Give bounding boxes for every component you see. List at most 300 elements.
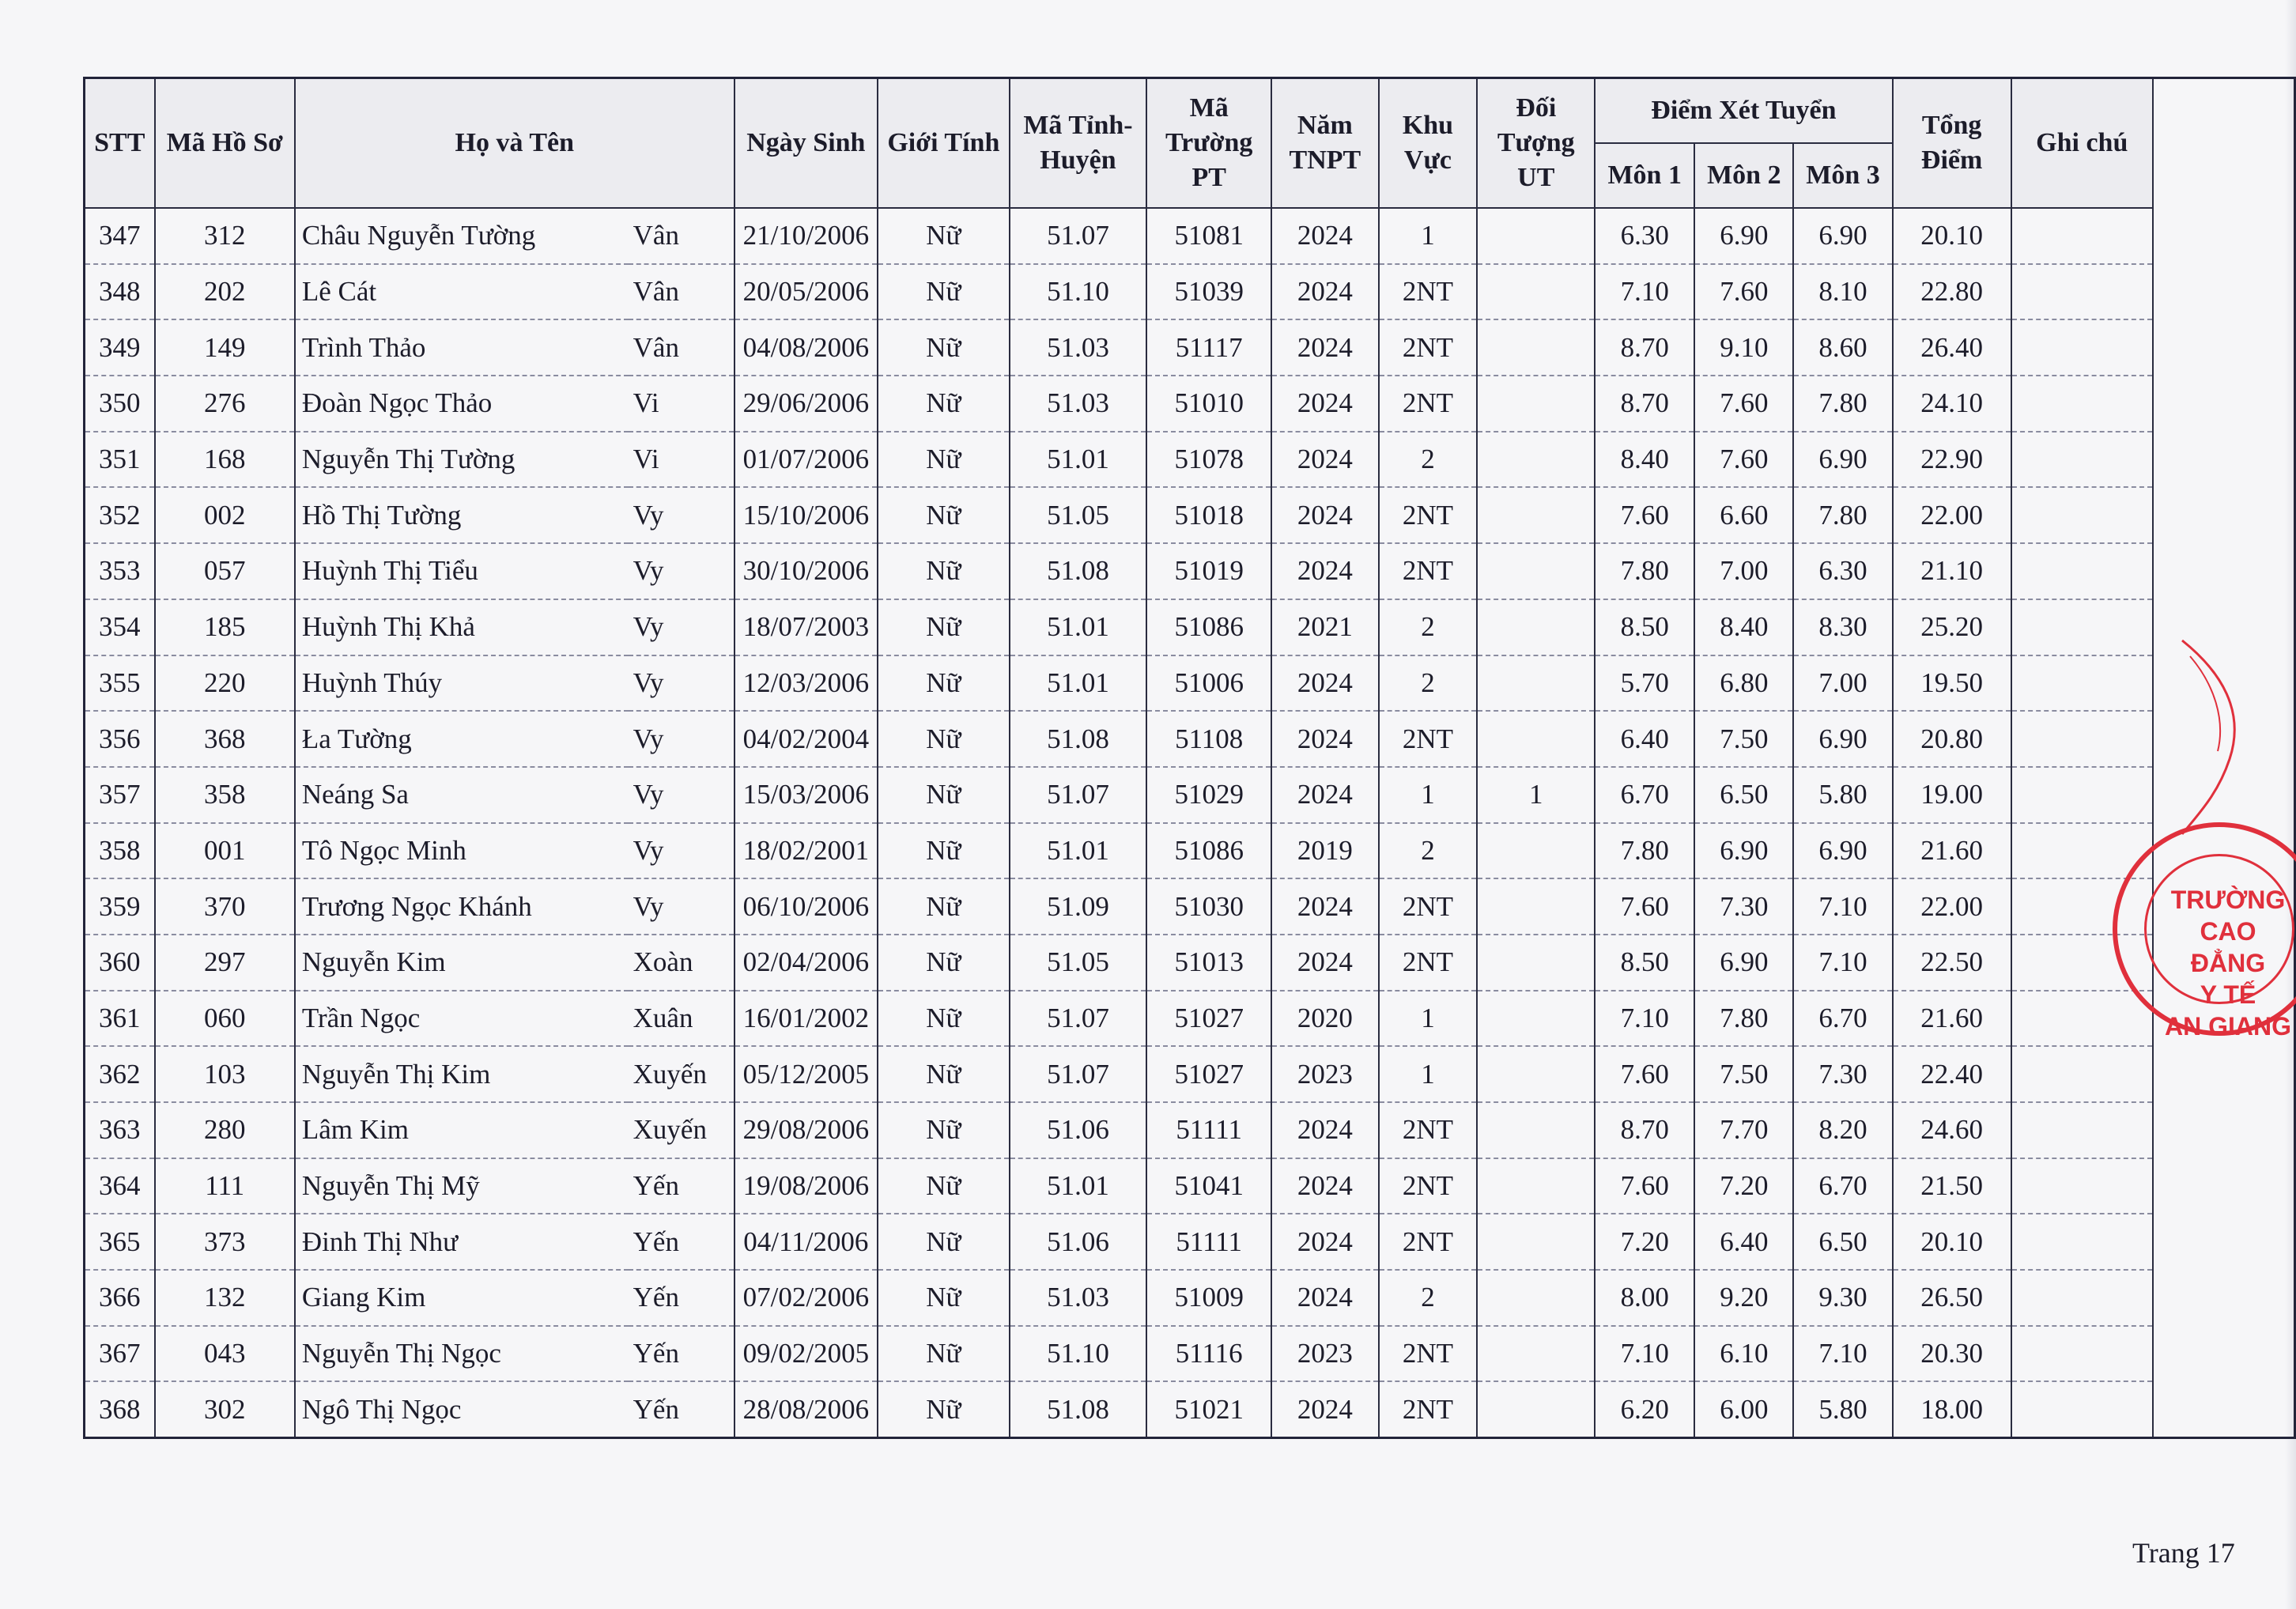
cell-ma-tinh-huyen: 51.06 bbox=[1010, 1214, 1146, 1270]
cell-ten: Vân bbox=[629, 264, 734, 320]
cell-tong-diem: 22.00 bbox=[1893, 487, 2011, 543]
cell-ngay-sinh: 09/02/2005 bbox=[734, 1326, 878, 1382]
cell-ma-ho-so: 202 bbox=[155, 264, 295, 320]
cell-ma-tinh-huyen: 51.03 bbox=[1010, 1270, 1146, 1326]
cell-ngay-sinh: 19/08/2006 bbox=[734, 1158, 878, 1214]
cell-gioi-tinh: Nữ bbox=[878, 1381, 1010, 1437]
table-row bbox=[85, 1102, 2295, 1158]
cell-ghi-chu bbox=[2011, 1158, 2153, 1214]
cell-ngay-sinh: 18/07/2003 bbox=[734, 599, 878, 655]
cell-tong-diem: 22.00 bbox=[1893, 878, 2011, 935]
cell-ghi-chu bbox=[2011, 376, 2153, 432]
cell-mon-1: 8.70 bbox=[1595, 1102, 1694, 1158]
cell-ten: Yến bbox=[629, 1381, 734, 1437]
cell-doi-tuong-ut bbox=[1477, 599, 1595, 655]
handwritten-signature bbox=[2135, 625, 2253, 838]
cell-ten: Vy bbox=[629, 487, 734, 543]
cell-tong-diem: 18.00 bbox=[1893, 1381, 2011, 1437]
cell-ma-ho-so: 132 bbox=[155, 1270, 295, 1326]
table-row bbox=[85, 1158, 2295, 1214]
cell-ho: Giang Kim bbox=[295, 1270, 629, 1326]
cell-khu-vuc: 2NT bbox=[1379, 1214, 1478, 1270]
cell-mon-1: 6.30 bbox=[1595, 208, 1694, 264]
cell-mon-2: 6.80 bbox=[1694, 655, 1793, 712]
cell-ngay-sinh: 12/03/2006 bbox=[734, 655, 878, 712]
cell-ten: Vân bbox=[629, 208, 734, 264]
cell-mon-2: 7.60 bbox=[1694, 264, 1793, 320]
cell-khu-vuc: 2NT bbox=[1379, 1326, 1478, 1382]
cell-nam-tnpt: 2023 bbox=[1271, 1046, 1378, 1102]
cell-doi-tuong-ut bbox=[1477, 1270, 1595, 1326]
cell-doi-tuong-ut bbox=[1477, 1214, 1595, 1270]
cell-nam-tnpt: 2024 bbox=[1271, 1102, 1378, 1158]
cell-ma-ho-so: 111 bbox=[155, 1158, 295, 1214]
cell-ghi-chu bbox=[2011, 208, 2153, 264]
cell-stt: 366 bbox=[85, 1270, 155, 1326]
cell-ma-truong-pt: 51111 bbox=[1146, 1102, 1271, 1158]
cell-stt: 362 bbox=[85, 1046, 155, 1102]
cell-ma-truong-pt: 51021 bbox=[1146, 1381, 1271, 1437]
table-row bbox=[85, 487, 2295, 543]
cell-ngay-sinh: 16/01/2002 bbox=[734, 991, 878, 1047]
cell-ma-truong-pt: 51010 bbox=[1146, 376, 1271, 432]
cell-mon-2: 6.90 bbox=[1694, 935, 1793, 991]
cell-ma-tinh-huyen: 51.07 bbox=[1010, 991, 1146, 1047]
header-ma-truong-pt: Mã Trường PT bbox=[1146, 78, 1271, 209]
header-nam-tnpt: Năm TNPT bbox=[1271, 78, 1378, 209]
cell-ngay-sinh: 05/12/2005 bbox=[734, 1046, 878, 1102]
cell-stt: 364 bbox=[85, 1158, 155, 1214]
cell-mon-1: 7.60 bbox=[1595, 878, 1694, 935]
cell-ngay-sinh: 04/02/2004 bbox=[734, 711, 878, 767]
cell-ten: Xuyến bbox=[629, 1046, 734, 1102]
cell-khu-vuc: 2NT bbox=[1379, 1158, 1478, 1214]
cell-nam-tnpt: 2024 bbox=[1271, 935, 1378, 991]
cell-mon-3: 8.10 bbox=[1793, 264, 1892, 320]
cell-ho: Nguyễn Thị Kim bbox=[295, 1046, 629, 1102]
cell-ma-truong-pt: 51029 bbox=[1146, 767, 1271, 823]
cell-ten: Vy bbox=[629, 655, 734, 712]
cell-doi-tuong-ut bbox=[1477, 823, 1595, 879]
cell-stt: 348 bbox=[85, 264, 155, 320]
cell-tong-diem: 21.50 bbox=[1893, 1158, 2011, 1214]
cell-nam-tnpt: 2024 bbox=[1271, 487, 1378, 543]
cell-mon-2: 9.10 bbox=[1694, 319, 1793, 376]
cell-ma-ho-so: 368 bbox=[155, 711, 295, 767]
cell-khu-vuc: 2NT bbox=[1379, 1381, 1478, 1437]
cell-mon-3: 6.50 bbox=[1793, 1214, 1892, 1270]
cell-ngay-sinh: 15/03/2006 bbox=[734, 767, 878, 823]
cell-nam-tnpt: 2024 bbox=[1271, 1381, 1378, 1437]
cell-mon-3: 6.90 bbox=[1793, 711, 1892, 767]
cell-mon-2: 7.80 bbox=[1694, 991, 1793, 1047]
cell-mon-2: 6.10 bbox=[1694, 1326, 1793, 1382]
cell-mon-2: 7.30 bbox=[1694, 878, 1793, 935]
cell-khu-vuc: 2NT bbox=[1379, 319, 1478, 376]
cell-ghi-chu bbox=[2011, 599, 2153, 655]
cell-gioi-tinh: Nữ bbox=[878, 991, 1010, 1047]
cell-ma-tinh-huyen: 51.08 bbox=[1010, 711, 1146, 767]
cell-nam-tnpt: 2024 bbox=[1271, 543, 1378, 599]
cell-stt: 350 bbox=[85, 376, 155, 432]
cell-mon-2: 6.00 bbox=[1694, 1381, 1793, 1437]
table-row bbox=[85, 264, 2295, 320]
header-khu-vuc: Khu Vực bbox=[1379, 78, 1478, 209]
cell-khu-vuc: 2 bbox=[1379, 655, 1478, 712]
cell-doi-tuong-ut bbox=[1477, 1102, 1595, 1158]
cell-ho: Nguyễn Thị Mỹ bbox=[295, 1158, 629, 1214]
cell-ma-ho-so: 001 bbox=[155, 823, 295, 879]
cell-mon-1: 7.10 bbox=[1595, 991, 1694, 1047]
cell-nam-tnpt: 2024 bbox=[1271, 1214, 1378, 1270]
header-ma-ho-so: Mã Hồ Sơ bbox=[155, 78, 295, 209]
cell-ngay-sinh: 01/07/2006 bbox=[734, 432, 878, 488]
cell-gioi-tinh: Nữ bbox=[878, 543, 1010, 599]
cell-ghi-chu bbox=[2011, 1381, 2153, 1437]
cell-ma-tinh-huyen: 51.07 bbox=[1010, 767, 1146, 823]
cell-ma-truong-pt: 51111 bbox=[1146, 1214, 1271, 1270]
cell-ma-ho-so: 358 bbox=[155, 767, 295, 823]
seal-line: Y TẾ bbox=[2200, 980, 2256, 1009]
cell-ho: Trình Thảo bbox=[295, 319, 629, 376]
cell-mon-1: 6.20 bbox=[1595, 1381, 1694, 1437]
cell-gioi-tinh: Nữ bbox=[878, 376, 1010, 432]
cell-ma-tinh-huyen: 51.03 bbox=[1010, 319, 1146, 376]
table-row bbox=[85, 208, 2295, 264]
cell-mon-1: 7.60 bbox=[1595, 1158, 1694, 1214]
cell-doi-tuong-ut bbox=[1477, 487, 1595, 543]
cell-mon-1: 8.70 bbox=[1595, 376, 1694, 432]
cell-ma-tinh-huyen: 51.01 bbox=[1010, 432, 1146, 488]
cell-mon-3: 5.80 bbox=[1793, 767, 1892, 823]
cell-gioi-tinh: Nữ bbox=[878, 823, 1010, 879]
cell-ten: Yến bbox=[629, 1270, 734, 1326]
cell-gioi-tinh: Nữ bbox=[878, 208, 1010, 264]
cell-mon-3: 6.90 bbox=[1793, 823, 1892, 879]
cell-ngay-sinh: 21/10/2006 bbox=[734, 208, 878, 264]
cell-ten: Vi bbox=[629, 376, 734, 432]
cell-ma-ho-so: 168 bbox=[155, 432, 295, 488]
cell-stt: 356 bbox=[85, 711, 155, 767]
cell-nam-tnpt: 2024 bbox=[1271, 1158, 1378, 1214]
cell-nam-tnpt: 2024 bbox=[1271, 878, 1378, 935]
cell-mon-1: 8.50 bbox=[1595, 935, 1694, 991]
cell-tong-diem: 26.40 bbox=[1893, 319, 2011, 376]
cell-tong-diem: 22.80 bbox=[1893, 264, 2011, 320]
cell-ho: Nguyễn Thị Ngọc bbox=[295, 1326, 629, 1382]
cell-stt: 365 bbox=[85, 1214, 155, 1270]
cell-tong-diem: 19.50 bbox=[1893, 655, 2011, 712]
cell-tong-diem: 24.10 bbox=[1893, 376, 2011, 432]
cell-ma-ho-so: 370 bbox=[155, 878, 295, 935]
cell-ten: Vy bbox=[629, 767, 734, 823]
cell-ma-ho-so: 220 bbox=[155, 655, 295, 712]
header-mon-2: Môn 2 bbox=[1694, 143, 1793, 208]
cell-ngay-sinh: 28/08/2006 bbox=[734, 1381, 878, 1437]
cell-doi-tuong-ut: 1 bbox=[1477, 767, 1595, 823]
cell-ngay-sinh: 04/11/2006 bbox=[734, 1214, 878, 1270]
cell-khu-vuc: 2NT bbox=[1379, 543, 1478, 599]
cell-gioi-tinh: Nữ bbox=[878, 1326, 1010, 1382]
school-seal-text bbox=[2160, 884, 2296, 1042]
cell-mon-3: 6.30 bbox=[1793, 543, 1892, 599]
cell-khu-vuc: 2NT bbox=[1379, 935, 1478, 991]
cell-mon-1: 8.00 bbox=[1595, 1270, 1694, 1326]
cell-gioi-tinh: Nữ bbox=[878, 767, 1010, 823]
header-ma-tinh-huyen: Mã Tỉnh-Huyện bbox=[1010, 78, 1146, 209]
cell-ma-truong-pt: 51086 bbox=[1146, 599, 1271, 655]
cell-nam-tnpt: 2024 bbox=[1271, 655, 1378, 712]
cell-stt: 347 bbox=[85, 208, 155, 264]
cell-ma-tinh-huyen: 51.01 bbox=[1010, 599, 1146, 655]
cell-gioi-tinh: Nữ bbox=[878, 655, 1010, 712]
cell-khu-vuc: 1 bbox=[1379, 208, 1478, 264]
cell-mon-1: 7.10 bbox=[1595, 264, 1694, 320]
cell-tong-diem: 20.30 bbox=[1893, 1326, 2011, 1382]
cell-khu-vuc: 2 bbox=[1379, 432, 1478, 488]
cell-nam-tnpt: 2024 bbox=[1271, 432, 1378, 488]
cell-ma-truong-pt: 51108 bbox=[1146, 711, 1271, 767]
cell-stt: 355 bbox=[85, 655, 155, 712]
cell-ma-tinh-huyen: 51.09 bbox=[1010, 878, 1146, 935]
cell-nam-tnpt: 2024 bbox=[1271, 767, 1378, 823]
cell-nam-tnpt: 2024 bbox=[1271, 264, 1378, 320]
cell-gioi-tinh: Nữ bbox=[878, 432, 1010, 488]
cell-tong-diem: 26.50 bbox=[1893, 1270, 2011, 1326]
cell-ghi-chu bbox=[2011, 711, 2153, 767]
cell-ho: Đinh Thị Như bbox=[295, 1214, 629, 1270]
cell-khu-vuc: 1 bbox=[1379, 991, 1478, 1047]
cell-ngay-sinh: 02/04/2006 bbox=[734, 935, 878, 991]
cell-ho: Huỳnh Thúy bbox=[295, 655, 629, 712]
cell-ho: Huỳnh Thị Tiểu bbox=[295, 543, 629, 599]
cell-mon-3: 8.20 bbox=[1793, 1102, 1892, 1158]
cell-ngay-sinh: 15/10/2006 bbox=[734, 487, 878, 543]
cell-stt: 363 bbox=[85, 1102, 155, 1158]
cell-stt: 359 bbox=[85, 878, 155, 935]
cell-stt: 354 bbox=[85, 599, 155, 655]
cell-ho: Tô Ngọc Minh bbox=[295, 823, 629, 879]
cell-ghi-chu bbox=[2011, 1270, 2153, 1326]
cell-ngay-sinh: 04/08/2006 bbox=[734, 319, 878, 376]
cell-mon-1: 7.10 bbox=[1595, 1326, 1694, 1382]
cell-mon-3: 6.90 bbox=[1793, 208, 1892, 264]
cell-ho: Trần Ngọc bbox=[295, 991, 629, 1047]
cell-ho: Ła Tường bbox=[295, 711, 629, 767]
cell-mon-1: 8.70 bbox=[1595, 319, 1694, 376]
header-ghi-chu: Ghi chú bbox=[2011, 78, 2153, 209]
cell-ma-ho-so: 185 bbox=[155, 599, 295, 655]
cell-gioi-tinh: Nữ bbox=[878, 1270, 1010, 1326]
cell-gioi-tinh: Nữ bbox=[878, 878, 1010, 935]
cell-mon-2: 7.00 bbox=[1694, 543, 1793, 599]
cell-ma-tinh-huyen: 51.05 bbox=[1010, 935, 1146, 991]
cell-doi-tuong-ut bbox=[1477, 432, 1595, 488]
cell-gioi-tinh: Nữ bbox=[878, 487, 1010, 543]
cell-gioi-tinh: Nữ bbox=[878, 1214, 1010, 1270]
cell-ma-tinh-huyen: 51.03 bbox=[1010, 376, 1146, 432]
cell-ma-truong-pt: 51030 bbox=[1146, 878, 1271, 935]
cell-doi-tuong-ut bbox=[1477, 543, 1595, 599]
cell-ghi-chu bbox=[2011, 1102, 2153, 1158]
cell-tong-diem: 24.60 bbox=[1893, 1102, 2011, 1158]
cell-khu-vuc: 2 bbox=[1379, 1270, 1478, 1326]
cell-ten: Yến bbox=[629, 1326, 734, 1382]
cell-ho: Nguyễn Thị Tường bbox=[295, 432, 629, 488]
cell-mon-3: 7.10 bbox=[1793, 878, 1892, 935]
cell-stt: 368 bbox=[85, 1381, 155, 1437]
cell-ma-truong-pt: 51081 bbox=[1146, 208, 1271, 264]
cell-ma-ho-so: 373 bbox=[155, 1214, 295, 1270]
cell-ghi-chu bbox=[2011, 264, 2153, 320]
cell-doi-tuong-ut bbox=[1477, 376, 1595, 432]
cell-mon-1: 6.70 bbox=[1595, 767, 1694, 823]
table-row bbox=[85, 1214, 2295, 1270]
cell-stt: 352 bbox=[85, 487, 155, 543]
cell-stt: 353 bbox=[85, 543, 155, 599]
table-row bbox=[85, 599, 2295, 655]
cell-ho: Trương Ngọc Khánh bbox=[295, 878, 629, 935]
cell-ho: Đoàn Ngọc Thảo bbox=[295, 376, 629, 432]
cell-ngay-sinh: 30/10/2006 bbox=[734, 543, 878, 599]
cell-ten: Vy bbox=[629, 543, 734, 599]
cell-ho: Ngô Thị Ngọc bbox=[295, 1381, 629, 1437]
header-doi-tuong-ut: Đối Tượng UT bbox=[1477, 78, 1595, 209]
cell-ma-ho-so: 002 bbox=[155, 487, 295, 543]
cell-ma-truong-pt: 51116 bbox=[1146, 1326, 1271, 1382]
cell-mon-3: 5.80 bbox=[1793, 1381, 1892, 1437]
cell-ma-tinh-huyen: 51.10 bbox=[1010, 1326, 1146, 1382]
cell-mon-2: 9.20 bbox=[1694, 1270, 1793, 1326]
cell-ma-ho-so: 297 bbox=[155, 935, 295, 991]
cell-tong-diem: 21.60 bbox=[1893, 991, 2011, 1047]
cell-ten: Vy bbox=[629, 711, 734, 767]
cell-nam-tnpt: 2021 bbox=[1271, 599, 1378, 655]
cell-ngay-sinh: 18/02/2001 bbox=[734, 823, 878, 879]
table-row bbox=[85, 1381, 2295, 1437]
cell-tong-diem: 22.40 bbox=[1893, 1046, 2011, 1102]
table-row bbox=[85, 935, 2295, 991]
cell-doi-tuong-ut bbox=[1477, 711, 1595, 767]
cell-tong-diem: 21.10 bbox=[1893, 543, 2011, 599]
cell-mon-2: 7.60 bbox=[1694, 432, 1793, 488]
cell-stt: 361 bbox=[85, 991, 155, 1047]
cell-ten: Vy bbox=[629, 599, 734, 655]
cell-ma-tinh-huyen: 51.07 bbox=[1010, 1046, 1146, 1102]
header-ho-va-ten: Họ và Tên bbox=[295, 78, 734, 209]
cell-ma-tinh-huyen: 51.01 bbox=[1010, 1158, 1146, 1214]
cell-khu-vuc: 2 bbox=[1379, 823, 1478, 879]
cell-mon-2: 6.90 bbox=[1694, 823, 1793, 879]
cell-ma-ho-so: 060 bbox=[155, 991, 295, 1047]
cell-ma-ho-so: 302 bbox=[155, 1381, 295, 1437]
cell-ten: Vân bbox=[629, 319, 734, 376]
cell-nam-tnpt: 2024 bbox=[1271, 1270, 1378, 1326]
cell-nam-tnpt: 2024 bbox=[1271, 319, 1378, 376]
cell-ma-truong-pt: 51039 bbox=[1146, 264, 1271, 320]
cell-ma-ho-so: 149 bbox=[155, 319, 295, 376]
cell-doi-tuong-ut bbox=[1477, 935, 1595, 991]
cell-ghi-chu bbox=[2011, 1326, 2153, 1382]
table-header bbox=[85, 78, 2295, 209]
cell-ngay-sinh: 07/02/2006 bbox=[734, 1270, 878, 1326]
cell-nam-tnpt: 2023 bbox=[1271, 1326, 1378, 1382]
header-diem-xet-tuyen: Điểm Xét Tuyển bbox=[1595, 78, 1892, 144]
cell-mon-2: 6.40 bbox=[1694, 1214, 1793, 1270]
cell-doi-tuong-ut bbox=[1477, 264, 1595, 320]
cell-ma-tinh-huyen: 51.01 bbox=[1010, 655, 1146, 712]
cell-nam-tnpt: 2024 bbox=[1271, 208, 1378, 264]
cell-ma-truong-pt: 51086 bbox=[1146, 823, 1271, 879]
cell-ma-truong-pt: 51018 bbox=[1146, 487, 1271, 543]
cell-ghi-chu bbox=[2011, 1214, 2153, 1270]
cell-mon-2: 7.70 bbox=[1694, 1102, 1793, 1158]
cell-ma-truong-pt: 51027 bbox=[1146, 991, 1271, 1047]
cell-ngay-sinh: 29/06/2006 bbox=[734, 376, 878, 432]
cell-mon-3: 7.00 bbox=[1793, 655, 1892, 712]
cell-ma-truong-pt: 51013 bbox=[1146, 935, 1271, 991]
cell-khu-vuc: 2NT bbox=[1379, 264, 1478, 320]
cell-mon-3: 6.70 bbox=[1793, 991, 1892, 1047]
header-stt: STT bbox=[85, 78, 155, 209]
cell-ho: Hồ Thị Tường bbox=[295, 487, 629, 543]
cell-ngay-sinh: 29/08/2006 bbox=[734, 1102, 878, 1158]
cell-stt: 367 bbox=[85, 1326, 155, 1382]
cell-khu-vuc: 2 bbox=[1379, 599, 1478, 655]
cell-tong-diem: 21.60 bbox=[1893, 823, 2011, 879]
cell-mon-3: 9.30 bbox=[1793, 1270, 1892, 1326]
cell-stt: 357 bbox=[85, 767, 155, 823]
header-mon-3: Môn 3 bbox=[1793, 143, 1892, 208]
cell-tong-diem: 22.50 bbox=[1893, 935, 2011, 991]
cell-ghi-chu bbox=[2011, 432, 2153, 488]
header-gioi-tinh: Giới Tính bbox=[878, 78, 1010, 209]
seal-line: AN GIANG bbox=[2165, 1012, 2291, 1041]
cell-ten: Yến bbox=[629, 1214, 734, 1270]
cell-ghi-chu bbox=[2011, 319, 2153, 376]
cell-gioi-tinh: Nữ bbox=[878, 1102, 1010, 1158]
cell-tong-diem: 19.00 bbox=[1893, 767, 2011, 823]
cell-ten: Xuân bbox=[629, 991, 734, 1047]
cell-ten: Vy bbox=[629, 878, 734, 935]
cell-mon-1: 7.80 bbox=[1595, 823, 1694, 879]
table-row bbox=[85, 655, 2295, 712]
cell-mon-3: 6.70 bbox=[1793, 1158, 1892, 1214]
cell-ma-ho-so: 103 bbox=[155, 1046, 295, 1102]
cell-khu-vuc: 2NT bbox=[1379, 878, 1478, 935]
table-row bbox=[85, 767, 2295, 823]
cell-ho: Lâm Kim bbox=[295, 1102, 629, 1158]
cell-gioi-tinh: Nữ bbox=[878, 264, 1010, 320]
cell-ma-ho-so: 312 bbox=[155, 208, 295, 264]
cell-mon-3: 7.80 bbox=[1793, 487, 1892, 543]
cell-mon-2: 8.40 bbox=[1694, 599, 1793, 655]
cell-ma-tinh-huyen: 51.10 bbox=[1010, 264, 1146, 320]
cell-ma-truong-pt: 51009 bbox=[1146, 1270, 1271, 1326]
header-tong-diem: Tổng Điểm bbox=[1893, 78, 2011, 209]
cell-ho: Lê Cát bbox=[295, 264, 629, 320]
cell-ma-truong-pt: 51041 bbox=[1146, 1158, 1271, 1214]
table-row bbox=[85, 878, 2295, 935]
cell-ma-tinh-huyen: 51.08 bbox=[1010, 543, 1146, 599]
cell-gioi-tinh: Nữ bbox=[878, 711, 1010, 767]
cell-mon-3: 6.90 bbox=[1793, 432, 1892, 488]
cell-tong-diem: 20.80 bbox=[1893, 711, 2011, 767]
cell-ma-tinh-huyen: 51.05 bbox=[1010, 487, 1146, 543]
cell-ma-tinh-huyen: 51.07 bbox=[1010, 208, 1146, 264]
cell-ho: Huỳnh Thị Khả bbox=[295, 599, 629, 655]
cell-ma-truong-pt: 51117 bbox=[1146, 319, 1271, 376]
